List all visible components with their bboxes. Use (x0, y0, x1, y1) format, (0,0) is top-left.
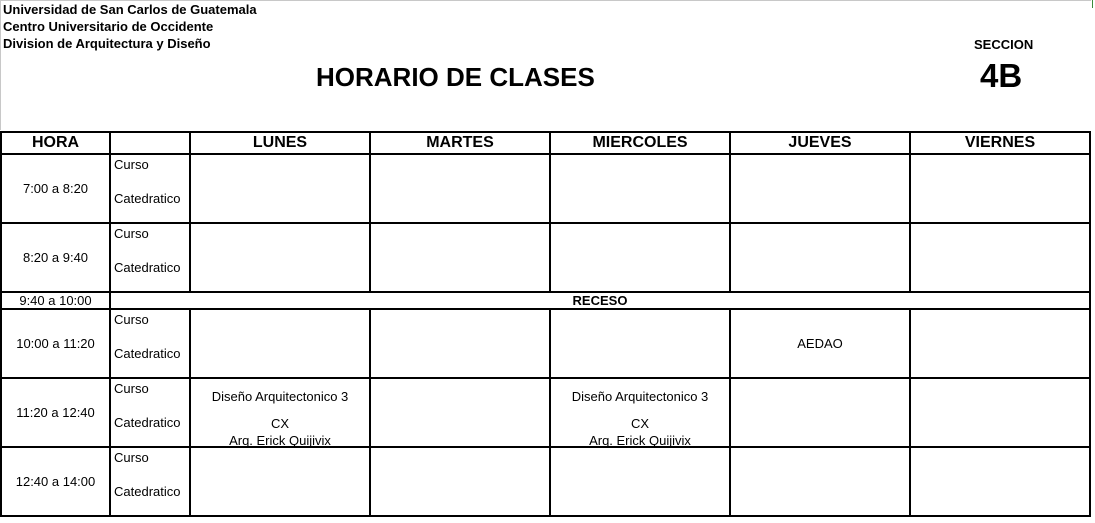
break-time: 9:40 a 10:00 (1, 292, 110, 309)
header-hora: HORA (1, 132, 110, 154)
schedule-cell (550, 447, 730, 516)
schedule-cell (190, 447, 370, 516)
schedule-cell (190, 154, 370, 223)
row-time: 8:20 a 9:40 (1, 223, 110, 292)
table-row (1, 223, 1090, 292)
section-label: SECCION (974, 37, 1034, 52)
schedule-cell (550, 378, 730, 447)
schedule-cell (730, 378, 910, 447)
page-title: HORARIO DE CLASES (316, 62, 595, 92)
schedule-cell (550, 309, 730, 378)
institution-line-2: Centro Universitario de Occidente (3, 19, 214, 34)
row-labels (110, 223, 190, 292)
schedule-cell (730, 309, 910, 378)
curso-label: Curso (114, 450, 149, 465)
curso-label: Curso (114, 157, 149, 172)
catedratico-label: Catedratico (114, 346, 181, 361)
catedratico-label: Catedratico (114, 484, 181, 499)
schedule-cell (910, 309, 1090, 378)
header-martes: MARTES (370, 132, 550, 154)
course-name: Diseño Arquitectonico 3 (211, 389, 349, 404)
header-lunes: LUNES (190, 132, 370, 154)
schedule-cell (370, 447, 550, 516)
table-row (1, 154, 1090, 223)
curso-label: Curso (114, 312, 149, 327)
schedule-cell (550, 223, 730, 292)
table-row (1, 309, 1090, 378)
institution-line-1: Universidad de San Carlos de Guatemala (3, 2, 257, 17)
header-row (1, 132, 1090, 154)
section-value: 4B (980, 57, 1023, 94)
schedule-cell (370, 154, 550, 223)
row-labels (110, 309, 190, 378)
table-row (1, 378, 1090, 447)
break-row (1, 292, 1090, 309)
schedule-table (0, 131, 1091, 517)
row-labels (110, 154, 190, 223)
schedule-cell (910, 447, 1090, 516)
catedratico-label: Catedratico (114, 260, 181, 275)
header-label-col (110, 132, 190, 154)
row-time: 10:00 a 11:20 (1, 309, 110, 378)
schedule-cell (370, 378, 550, 447)
schedule-cell (370, 223, 550, 292)
row-time: 7:00 a 8:20 (1, 154, 110, 223)
schedule-cell (190, 223, 370, 292)
header-miercoles: MIERCOLES (550, 132, 730, 154)
row-labels (110, 378, 190, 447)
schedule-cell (190, 309, 370, 378)
catedratico-label: Catedratico (114, 415, 181, 430)
row-time: 11:20 a 12:40 (1, 378, 110, 447)
course-professor: CX Arq. Erick Quijivix (589, 416, 691, 448)
sheet-top-border (0, 0, 1091, 1)
row-labels (110, 447, 190, 516)
sheet-left-border (0, 0, 1, 130)
schedule-cell (190, 378, 370, 447)
institution-line-3: Division de Arquitectura y Diseño (3, 36, 211, 51)
course-name: AEDAO (797, 336, 843, 351)
schedule-cell (730, 154, 910, 223)
header-viernes: VIERNES (910, 132, 1090, 154)
schedule-cell (550, 154, 730, 223)
curso-label: Curso (114, 381, 149, 396)
course-professor: CX Arq. Erick Quijivix (229, 416, 331, 448)
schedule-cell (910, 223, 1090, 292)
schedule-cell (730, 447, 910, 516)
schedule-cell (370, 309, 550, 378)
header-jueves: JUEVES (730, 132, 910, 154)
catedratico-label: Catedratico (114, 191, 181, 206)
sheet-edge-mark (1092, 0, 1093, 8)
curso-label: Curso (114, 226, 149, 241)
schedule-cell (910, 378, 1090, 447)
schedule-cell (910, 154, 1090, 223)
schedule-cell (730, 223, 910, 292)
row-time: 12:40 a 14:00 (1, 447, 110, 516)
break-label: RECESO (110, 292, 1090, 309)
course-name: Diseño Arquitectonico 3 (571, 389, 709, 404)
table-row (1, 447, 1090, 516)
